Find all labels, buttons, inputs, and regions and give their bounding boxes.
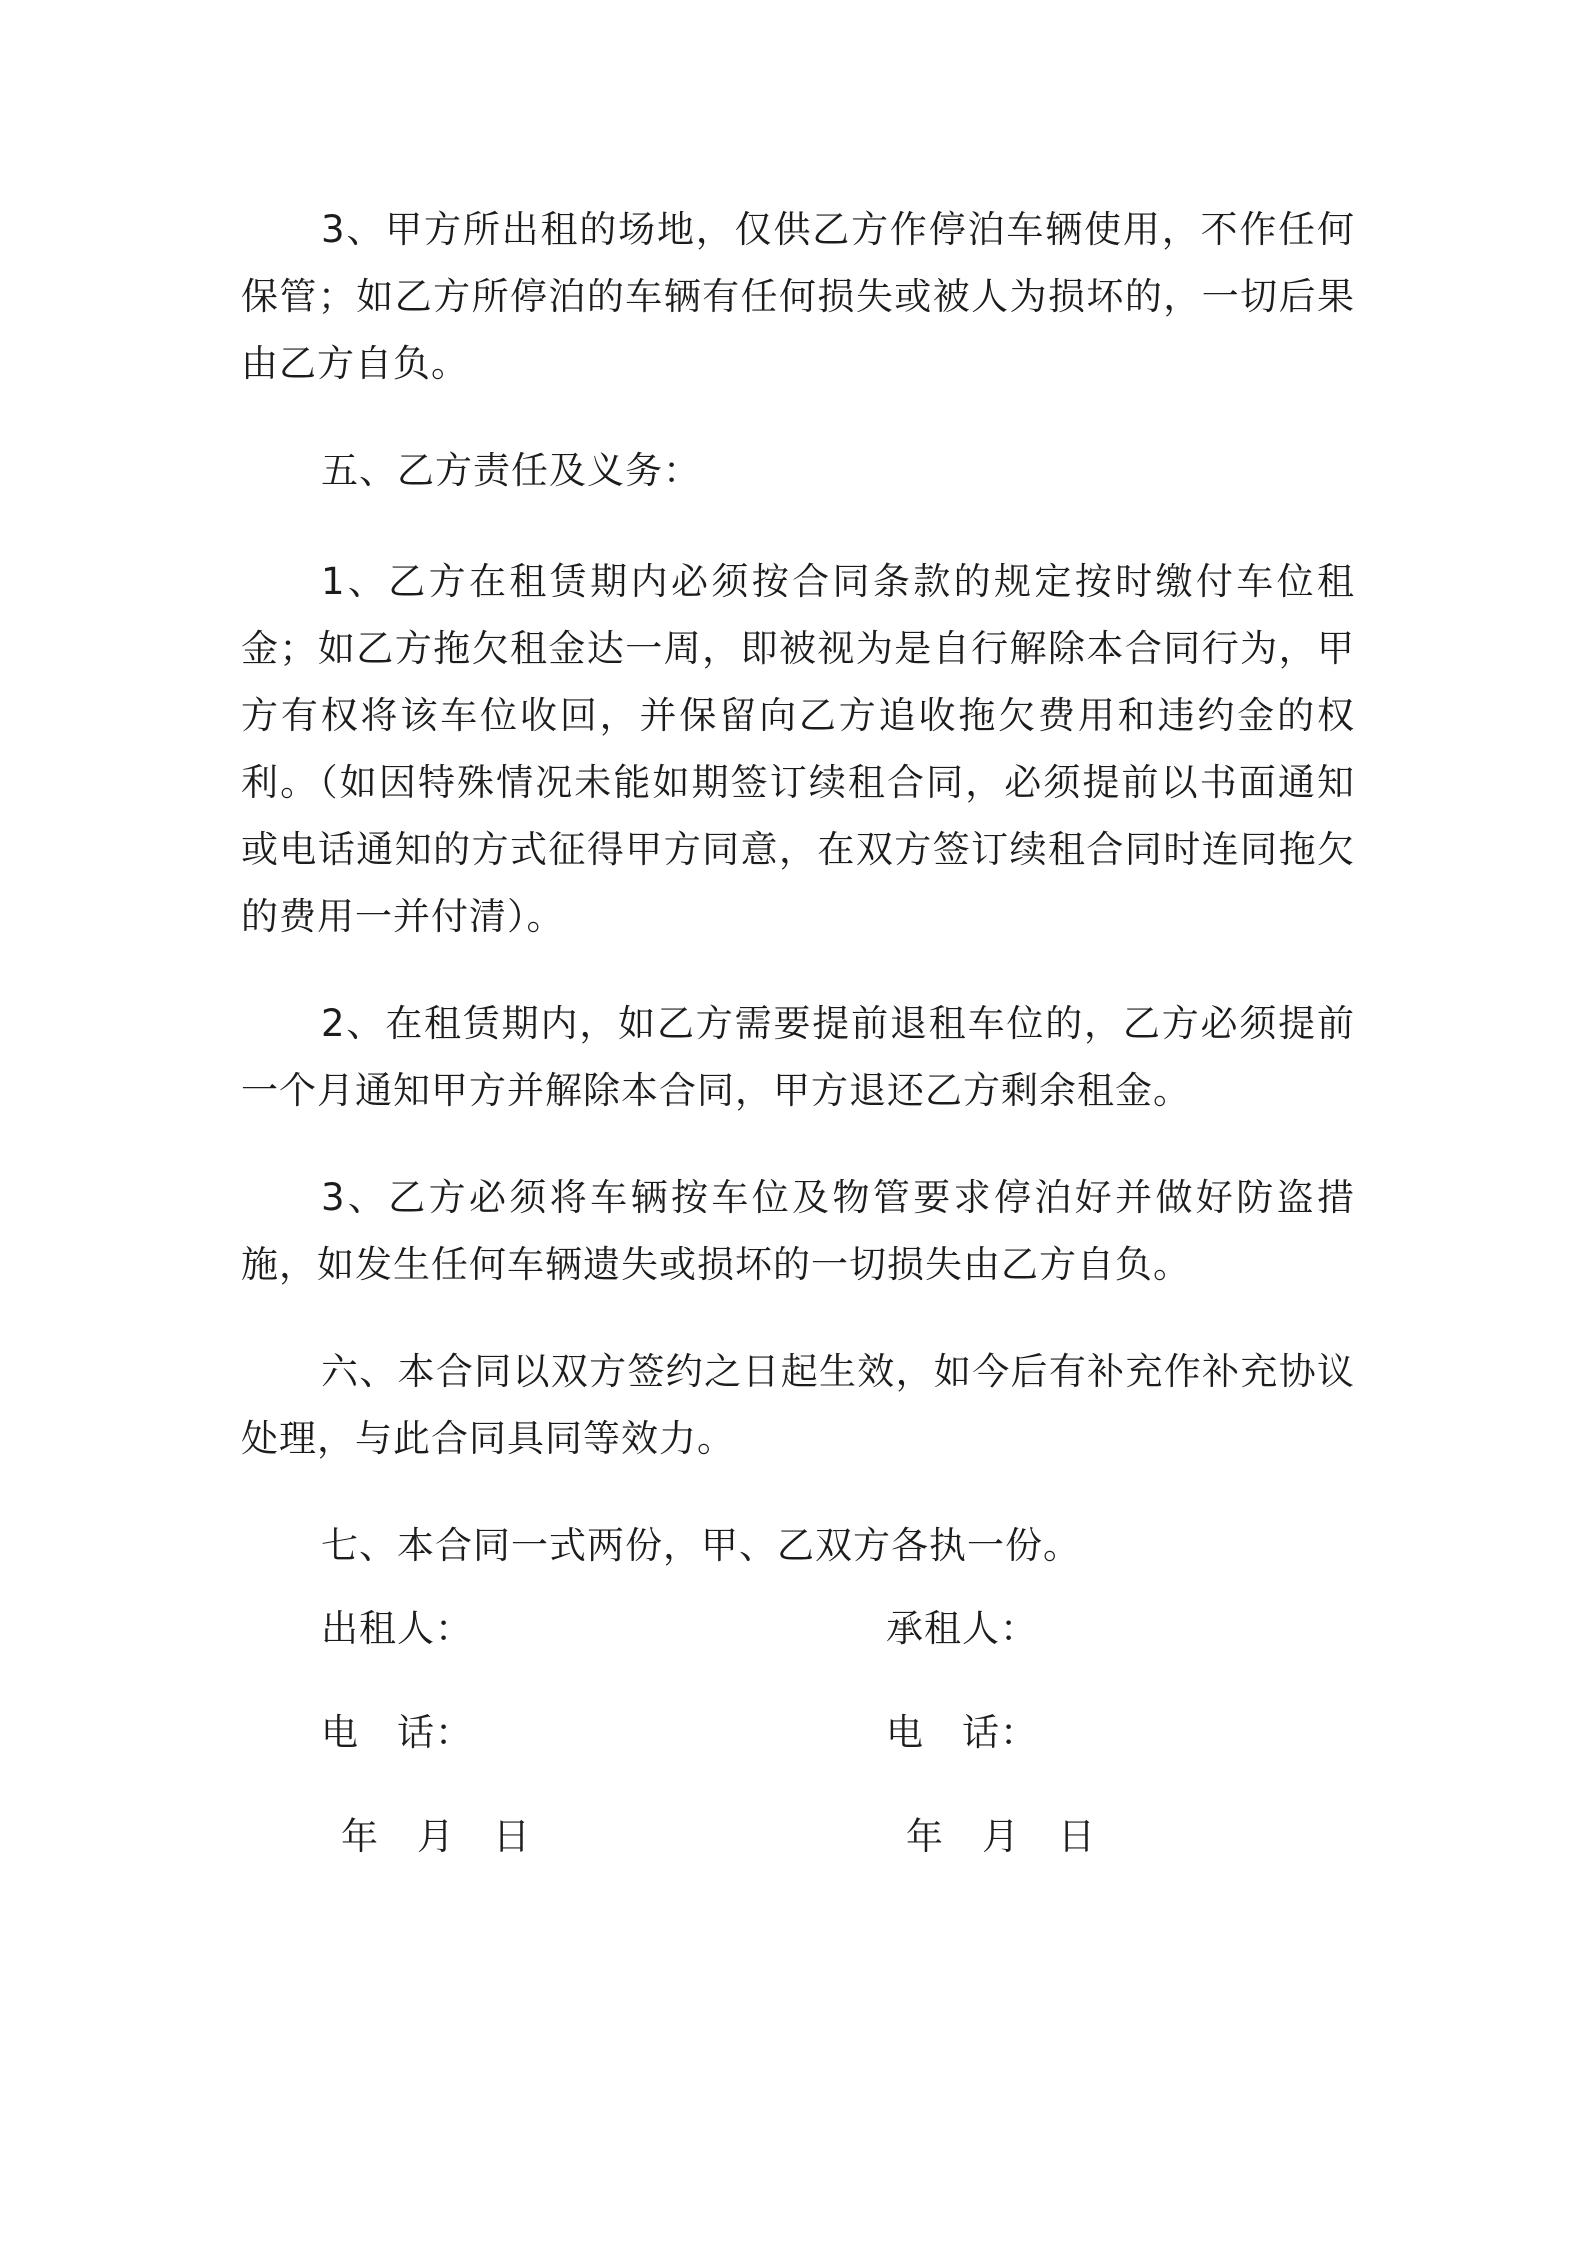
lessee-date-label: 年 月 日	[906, 1815, 1096, 1858]
lessor-phone-label: 电 话：	[321, 1711, 473, 1754]
lessor-label: 出租人：	[321, 1607, 473, 1650]
clause-paragraph: 2、在租赁期内，如乙方需要提前退租车位的，乙方必须提前一个月通知甲方并解除本合同，甲方退还乙方剩余租金。	[241, 1002, 1355, 1112]
clause-paragraph: 3、甲方所出租的场地，仅供乙方作停泊车辆使用，不作任何保管；如乙方所停泊的车辆有任何损失或被人为损坏的，一切后果由乙方自负。	[241, 208, 1355, 385]
signature-block	[241, 1598, 1355, 1910]
clause-paragraph: 六、本合同以双方签约之日起生效，如今后有补充作补充协议处理，与此合同具同等效力。	[241, 1350, 1355, 1460]
section-heading: 五、乙方责任及义务：	[321, 449, 701, 492]
lessor-date-label: 年 月 日	[341, 1815, 531, 1858]
signature-party-row	[241, 1598, 1355, 1702]
lessee-phone-label: 电 话：	[886, 1711, 1038, 1754]
contract-body	[241, 196, 1355, 1619]
signature-phone-row	[241, 1702, 1355, 1806]
lessee-label: 承租人：	[886, 1607, 1038, 1650]
signature-date-row	[241, 1806, 1355, 1910]
clause-paragraph: 3、乙方必须将车辆按车位及物管要求停泊好并做好防盗措施，如发生任何车辆遗失或损坏的一切损失由乙方自负。	[241, 1176, 1355, 1286]
clause-paragraph: 七、本合同一式两份，甲、乙双方各执一份。	[321, 1524, 1081, 1567]
clause-paragraph: 1、乙方在租赁期内必须按合同条款的规定按时缴付车位租金；如乙方拖欠租金达一周，即被视为是自行解除本合同行为，甲方有权将该车位收回，并保留向乙方追收拖欠费用和违约金的权利。（如因特殊情况未能如期签订续租合同，必须提前以书面通知或电话通知的方式征得甲方同意，在双方签订续租合同时连同拖欠的费用一并付清）。	[241, 560, 1355, 938]
